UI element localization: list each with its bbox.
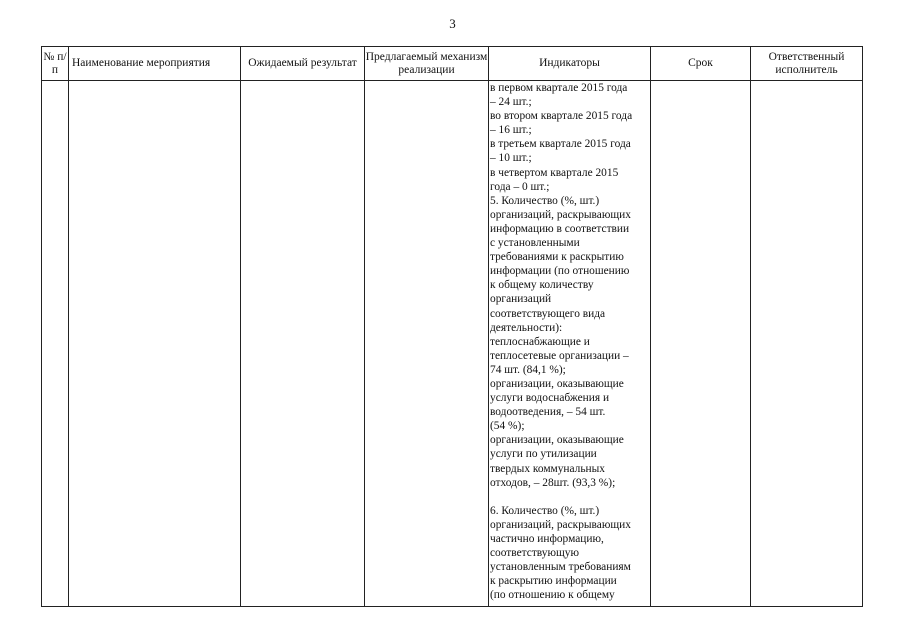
plan-table bbox=[41, 46, 863, 607]
cell-mechanism bbox=[365, 81, 489, 607]
header-mechanism: Предлагаемый механизм реализации bbox=[365, 47, 489, 81]
cell-responsible bbox=[751, 81, 863, 607]
cell-number bbox=[42, 81, 69, 607]
header-indicators: Индикаторы bbox=[489, 47, 651, 81]
table-row bbox=[42, 81, 863, 607]
cell-deadline bbox=[651, 81, 751, 607]
header-measure: Наименование мероприятия bbox=[69, 47, 241, 81]
header-number: № п/п bbox=[42, 47, 69, 81]
cell-indicators: в первом квартале 2015 года – 24 шт.; во втором квартале 2015 года – 16 шт.; в третьем квартале 2015 года – 10 шт.; в четвертом квартале 2015 года – 0 шт.; 5. Количество (%, шт.) организаций, раскрывающих информацию в соответствии с установленными требованиями к раскрытию информации (по отношению к общему количеству организаций соответствующего вида деятельности): теплоснабжающие и теплосетевые организации – 74 шт. (84,1 %); организации, оказывающие услуги водоснабжения и водоотведения, – 54 шт. (54 %); организации, оказывающие услуги по утилизации твердых коммунальных отходов, – 28шт. (93,3 %); 6. Количество (%, шт.) организаций, раскрывающих частично информацию, соответствующую установленным требованиям к раскрытию информации (по отношению к общему bbox=[489, 81, 651, 607]
cell-measure bbox=[69, 81, 241, 607]
header-row bbox=[42, 47, 863, 81]
cell-result bbox=[241, 81, 365, 607]
header-deadline: Срок bbox=[651, 47, 751, 81]
header-responsible: Ответственный исполнитель bbox=[751, 47, 863, 81]
header-result: Ожидаемый результат bbox=[241, 47, 365, 81]
page-number: 3 bbox=[449, 16, 456, 31]
